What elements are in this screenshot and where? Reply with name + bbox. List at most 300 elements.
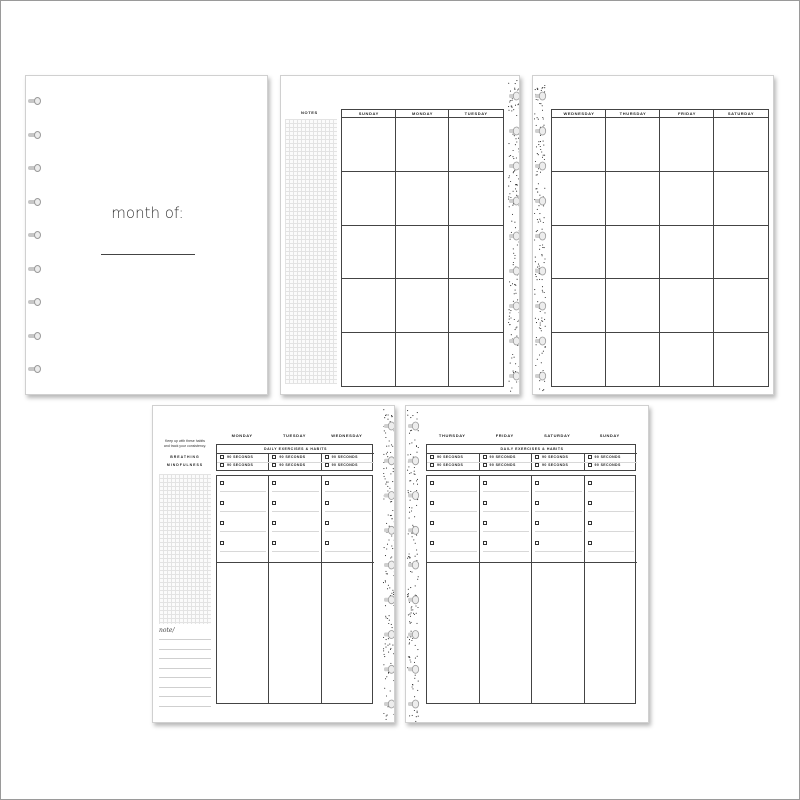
spine-dot bbox=[543, 370, 544, 371]
binding-disc bbox=[539, 337, 545, 345]
spine-dot bbox=[534, 239, 535, 240]
spine-dot bbox=[518, 138, 519, 139]
task-checkbox bbox=[535, 521, 539, 525]
spine-dot bbox=[412, 684, 413, 685]
habit-intro-line-2: and track your consistency. bbox=[163, 444, 207, 448]
spine-dot bbox=[408, 492, 409, 493]
binding-disc bbox=[412, 665, 418, 673]
spine-dot bbox=[418, 681, 419, 682]
spine-dot bbox=[383, 664, 384, 665]
disc-head bbox=[34, 231, 41, 239]
note-line bbox=[159, 677, 211, 678]
spine-dot bbox=[516, 141, 517, 142]
binding-disc bbox=[412, 631, 418, 639]
spine-dot bbox=[409, 512, 410, 513]
spine-dot bbox=[511, 106, 512, 107]
spine-dot bbox=[538, 141, 539, 142]
spine-dot bbox=[410, 430, 411, 431]
disc-head bbox=[34, 97, 41, 105]
spine-dot bbox=[512, 283, 513, 284]
spine-dot bbox=[519, 366, 520, 367]
spine-dot bbox=[518, 178, 519, 179]
habit-checkbox bbox=[220, 463, 224, 467]
notes-label: NOTES bbox=[301, 110, 318, 115]
spine-dot bbox=[393, 592, 394, 593]
binding-disc bbox=[412, 422, 418, 430]
column-divider bbox=[605, 110, 606, 386]
header-divider bbox=[342, 117, 503, 118]
spine-dot bbox=[409, 480, 410, 481]
spine-dot bbox=[387, 482, 388, 483]
spine-dot bbox=[510, 181, 511, 182]
binding-disc bbox=[28, 231, 41, 239]
weekly-right-page bbox=[405, 405, 649, 723]
spine-dot bbox=[508, 196, 509, 197]
spine-dot bbox=[509, 193, 510, 194]
spine-dot bbox=[538, 319, 539, 320]
spine-dot bbox=[540, 328, 541, 329]
spine-dot bbox=[389, 615, 390, 616]
habit-item: 90 SECONDS bbox=[331, 454, 358, 459]
spine-dot bbox=[387, 645, 388, 646]
note-line bbox=[159, 639, 211, 640]
day-header: FRIDAY bbox=[677, 111, 697, 116]
spine-dot bbox=[515, 188, 516, 189]
row-divider bbox=[552, 171, 768, 172]
spine-dot bbox=[510, 391, 511, 392]
weekly-right-dotted-tab bbox=[406, 406, 420, 723]
habit-item: 90 SECONDS bbox=[227, 462, 254, 467]
spine-dot bbox=[390, 648, 391, 649]
spine-dot bbox=[390, 557, 391, 558]
spine-dot bbox=[514, 255, 515, 256]
spine-dot bbox=[411, 430, 412, 431]
binding-disc bbox=[412, 596, 418, 604]
habit-checkbox bbox=[588, 455, 592, 459]
spine-dot bbox=[385, 580, 386, 581]
task-checkbox bbox=[325, 541, 329, 545]
spine-dot bbox=[509, 206, 510, 207]
note-line bbox=[159, 649, 211, 650]
column-divider bbox=[395, 110, 396, 386]
spine-dot bbox=[514, 319, 515, 320]
spine-dot bbox=[394, 571, 395, 572]
task-checkbox bbox=[272, 521, 276, 525]
spine-dot bbox=[393, 594, 394, 595]
spine-dot bbox=[386, 573, 387, 574]
spine-dot bbox=[542, 255, 543, 256]
spine-dot bbox=[409, 433, 410, 434]
spine-dot bbox=[508, 177, 509, 178]
monthly-left-calendar bbox=[341, 109, 504, 387]
spine-dot bbox=[517, 89, 518, 90]
spine-dot bbox=[393, 680, 394, 681]
spine-dot bbox=[386, 548, 387, 549]
spine-dot bbox=[411, 472, 412, 473]
spine-dot bbox=[411, 510, 412, 511]
spine-dot bbox=[542, 286, 543, 287]
spine-dot bbox=[543, 155, 544, 156]
spine-dot bbox=[409, 557, 410, 558]
task-checkbox bbox=[325, 501, 329, 505]
spine-dot bbox=[536, 99, 537, 100]
spine-dot bbox=[538, 222, 539, 223]
spine-dot bbox=[516, 157, 517, 158]
spine-dot bbox=[392, 510, 393, 511]
spine-dot bbox=[416, 505, 417, 506]
spine-dot bbox=[514, 258, 515, 259]
spine-dot bbox=[537, 301, 538, 302]
binding-disc bbox=[28, 97, 41, 105]
day-column-divider bbox=[531, 476, 532, 703]
spine-dot bbox=[512, 354, 513, 355]
spine-dot bbox=[511, 387, 512, 388]
day-header: SATURDAY bbox=[727, 111, 755, 116]
day-header: WEDNESDAY bbox=[331, 433, 363, 438]
binding-disc bbox=[28, 365, 41, 373]
spine-dot bbox=[544, 217, 545, 218]
spine-dot bbox=[509, 319, 510, 320]
spine-dot bbox=[386, 695, 387, 696]
task-line bbox=[325, 551, 371, 552]
spine-dot bbox=[415, 658, 416, 659]
task-line bbox=[588, 551, 635, 552]
task-line bbox=[535, 491, 582, 492]
habit-row-separator bbox=[217, 462, 374, 463]
spine-dot bbox=[407, 558, 408, 559]
spine-dot bbox=[544, 155, 545, 156]
spine-dot bbox=[412, 525, 413, 526]
spine-dot bbox=[416, 446, 417, 447]
spine-dot bbox=[418, 716, 419, 717]
spine-dot bbox=[385, 678, 386, 679]
spine-dot bbox=[534, 294, 535, 295]
spine-dot bbox=[513, 371, 514, 372]
spine-dot bbox=[388, 638, 389, 639]
task-checkbox bbox=[588, 481, 592, 485]
binding-disc bbox=[513, 232, 519, 240]
binding-disc bbox=[513, 162, 519, 170]
spine-dot bbox=[513, 191, 514, 192]
habit-checkbox bbox=[535, 455, 539, 459]
spine-dot bbox=[409, 642, 410, 643]
spine-dot bbox=[539, 327, 540, 328]
spine-dot bbox=[414, 696, 415, 697]
spine-dot bbox=[417, 607, 418, 608]
spine-dot bbox=[383, 498, 384, 499]
spine-dot bbox=[534, 289, 535, 290]
spine-dot bbox=[511, 357, 512, 358]
spine-dot bbox=[535, 89, 536, 90]
spine-dot bbox=[410, 661, 411, 662]
binding-disc bbox=[513, 127, 519, 135]
spine-dot bbox=[383, 582, 384, 583]
binding-disc bbox=[539, 127, 545, 135]
spine-dot bbox=[508, 186, 509, 187]
binding-disc bbox=[539, 232, 545, 240]
habit-section-title: DAILY EXERCISES & HABITS bbox=[263, 447, 328, 451]
spine-dot bbox=[415, 721, 416, 722]
habit-checkbox bbox=[430, 455, 434, 459]
weekly-left-habit-box bbox=[216, 444, 373, 471]
note-line bbox=[159, 687, 211, 688]
spine-dot bbox=[409, 614, 410, 615]
weekly-left-day-columns bbox=[216, 475, 373, 704]
habit-label-breathing: BREATHING bbox=[170, 455, 200, 459]
spine-dot bbox=[409, 518, 410, 519]
weekly-left-dotted-tab bbox=[382, 406, 395, 723]
cover-title: month of: bbox=[111, 204, 184, 222]
spine-dot bbox=[388, 414, 389, 415]
spine-dot bbox=[409, 473, 410, 474]
spine-dot bbox=[514, 357, 515, 358]
spine-dot bbox=[409, 556, 410, 557]
task-line bbox=[220, 491, 266, 492]
habit-item: 90 SECONDS bbox=[489, 454, 516, 459]
spine-dot bbox=[412, 688, 413, 689]
spine-dot bbox=[537, 174, 538, 175]
spine-dot bbox=[519, 108, 520, 109]
task-line bbox=[325, 531, 371, 532]
task-checkbox bbox=[535, 481, 539, 485]
binding-disc bbox=[513, 337, 519, 345]
spine-dot bbox=[539, 195, 540, 196]
spine-dot bbox=[388, 539, 389, 540]
spine-dot bbox=[417, 579, 418, 580]
spine-dot bbox=[391, 416, 392, 417]
habit-item: 90 SECONDS bbox=[279, 454, 306, 459]
day-header: TUESDAY bbox=[283, 433, 306, 438]
spine-dot bbox=[416, 418, 417, 419]
spine-dot bbox=[394, 540, 395, 541]
spine-dot bbox=[541, 362, 542, 363]
spine-dot bbox=[411, 507, 412, 508]
spine-dot bbox=[384, 654, 385, 655]
note-line bbox=[159, 658, 211, 659]
spine-dot bbox=[409, 553, 410, 554]
spine-dot bbox=[387, 490, 388, 491]
spine-dot bbox=[511, 334, 512, 335]
spine-dot bbox=[392, 481, 393, 482]
spine-dot bbox=[538, 205, 539, 206]
row-divider bbox=[342, 225, 503, 226]
spine-dot bbox=[512, 134, 513, 135]
spine-dot bbox=[536, 125, 537, 126]
binding-disc bbox=[539, 267, 545, 275]
spine-dot bbox=[410, 500, 411, 501]
spine-dot bbox=[383, 473, 384, 474]
spine-dot bbox=[390, 649, 391, 650]
spine-dot bbox=[388, 652, 389, 653]
spine-dot bbox=[539, 354, 540, 355]
spine-dot bbox=[414, 662, 415, 663]
spine-dot bbox=[392, 548, 393, 549]
spine-dot bbox=[391, 535, 392, 536]
spine-dot bbox=[509, 156, 510, 157]
spine-dot bbox=[411, 612, 412, 613]
task-line bbox=[535, 551, 582, 552]
task-checkbox bbox=[430, 541, 434, 545]
spine-dot bbox=[410, 623, 411, 624]
spine-dot bbox=[515, 363, 516, 364]
task-line bbox=[430, 511, 477, 512]
spine-dot bbox=[515, 144, 516, 145]
disc-head bbox=[34, 298, 41, 306]
spine-dot bbox=[388, 623, 389, 624]
spine-dot bbox=[394, 489, 395, 490]
spine-dot bbox=[409, 621, 410, 622]
spine-dot bbox=[542, 244, 543, 245]
spine-dot bbox=[387, 588, 388, 589]
spine-dot bbox=[387, 573, 388, 574]
spine-dot bbox=[415, 675, 416, 676]
spine-dot bbox=[535, 257, 536, 258]
spine-dot bbox=[516, 381, 517, 382]
task-checkbox bbox=[588, 501, 592, 505]
spine-dot bbox=[409, 443, 410, 444]
spine-dot bbox=[535, 318, 536, 319]
spine-dot bbox=[386, 468, 387, 469]
spine-dot bbox=[511, 110, 512, 111]
row-divider bbox=[342, 332, 503, 333]
spine-dot bbox=[392, 627, 393, 628]
spine-dot bbox=[417, 712, 418, 713]
day-column-divider bbox=[584, 476, 585, 703]
spine-dot bbox=[519, 312, 520, 313]
spine-dot bbox=[542, 290, 543, 291]
spine-dot bbox=[414, 471, 415, 472]
spine-dot bbox=[511, 100, 512, 101]
task-checkbox bbox=[272, 541, 276, 545]
spine-dot bbox=[537, 89, 538, 90]
spine-dot bbox=[536, 276, 537, 277]
spine-dot bbox=[543, 389, 544, 390]
spine-dot bbox=[540, 149, 541, 150]
spine-dot bbox=[384, 656, 385, 657]
spine-dot bbox=[509, 175, 510, 176]
spine-dot bbox=[515, 105, 516, 106]
day-header: THURSDAY bbox=[619, 111, 647, 116]
spine-dot bbox=[508, 199, 509, 200]
spine-dot bbox=[384, 476, 385, 477]
task-checkbox bbox=[220, 501, 224, 505]
spine-dot bbox=[544, 188, 545, 189]
note-label: note/ bbox=[159, 627, 175, 634]
spine-dot bbox=[415, 605, 416, 606]
spine-dot bbox=[515, 285, 516, 286]
spine-dot bbox=[518, 88, 519, 89]
spine-dot bbox=[393, 468, 394, 469]
spine-dot bbox=[383, 713, 384, 714]
spine-dot bbox=[386, 617, 387, 618]
spine-dot bbox=[515, 327, 516, 328]
spine-dot bbox=[513, 248, 514, 249]
spine-dot bbox=[513, 253, 514, 254]
spine-dot bbox=[418, 430, 419, 431]
spine-dot bbox=[416, 623, 417, 624]
spine-dot bbox=[416, 480, 417, 481]
monthly-right-page bbox=[532, 75, 774, 395]
spine-dot bbox=[386, 639, 387, 640]
spine-dot bbox=[517, 299, 518, 300]
task-checkbox bbox=[220, 521, 224, 525]
spine-dot bbox=[416, 549, 417, 550]
spine-dot bbox=[407, 596, 408, 597]
spine-dot bbox=[410, 454, 411, 455]
spine-dot bbox=[385, 647, 386, 648]
spine-dot bbox=[417, 711, 418, 712]
spine-dot bbox=[408, 593, 409, 594]
spine-dot bbox=[537, 230, 538, 231]
task-line bbox=[220, 531, 266, 532]
habit-checkbox bbox=[325, 455, 329, 459]
spine-dot bbox=[515, 227, 516, 228]
binding-disc bbox=[412, 492, 418, 500]
spine-dot bbox=[387, 419, 388, 420]
task-checkbox bbox=[325, 521, 329, 525]
habit-item: 90 SECONDS bbox=[331, 462, 358, 467]
spine-dot bbox=[518, 241, 519, 242]
spine-dot bbox=[512, 205, 513, 206]
spine-dot bbox=[536, 146, 537, 147]
binding-disc bbox=[513, 302, 519, 310]
spine-dot bbox=[417, 656, 418, 657]
spine-dot bbox=[545, 346, 546, 347]
spine-dot bbox=[510, 363, 511, 364]
spine-dot bbox=[408, 533, 409, 534]
spine-dot bbox=[414, 467, 415, 468]
spine-dot bbox=[391, 545, 392, 546]
spine-dot bbox=[534, 118, 535, 119]
spine-dot bbox=[519, 151, 520, 152]
task-checkbox bbox=[272, 501, 276, 505]
spine-dot bbox=[514, 293, 515, 294]
task-checkbox bbox=[535, 541, 539, 545]
binding-disc bbox=[388, 526, 394, 534]
spine-dot bbox=[542, 117, 543, 118]
spine-dot bbox=[536, 175, 537, 176]
spine-dot bbox=[514, 284, 515, 285]
tasks-divider bbox=[427, 562, 637, 563]
row-divider bbox=[342, 171, 503, 172]
binding-disc bbox=[539, 92, 545, 100]
spine-dot bbox=[509, 381, 510, 382]
spine-dot bbox=[538, 144, 539, 145]
spine-dot bbox=[542, 157, 543, 158]
task-line bbox=[588, 511, 635, 512]
spine-dot bbox=[386, 453, 387, 454]
spine-dot bbox=[409, 643, 410, 644]
task-checkbox bbox=[220, 481, 224, 485]
spine-dot bbox=[410, 659, 411, 660]
spine-dot bbox=[386, 523, 387, 524]
task-line bbox=[220, 551, 266, 552]
spine-dot bbox=[392, 446, 393, 447]
column-divider bbox=[659, 110, 660, 386]
binding-disc bbox=[513, 197, 519, 205]
spine-dot bbox=[386, 482, 387, 483]
spine-dot bbox=[411, 622, 412, 623]
binding-disc bbox=[388, 665, 394, 673]
spine-dot bbox=[537, 219, 538, 220]
spine-dot bbox=[411, 607, 412, 608]
spine-dot bbox=[384, 417, 385, 418]
spine-dot bbox=[540, 103, 541, 104]
disc-head bbox=[34, 332, 41, 340]
binding-disc bbox=[539, 372, 545, 380]
day-column-divider bbox=[479, 476, 480, 703]
spine-dot bbox=[416, 535, 417, 536]
